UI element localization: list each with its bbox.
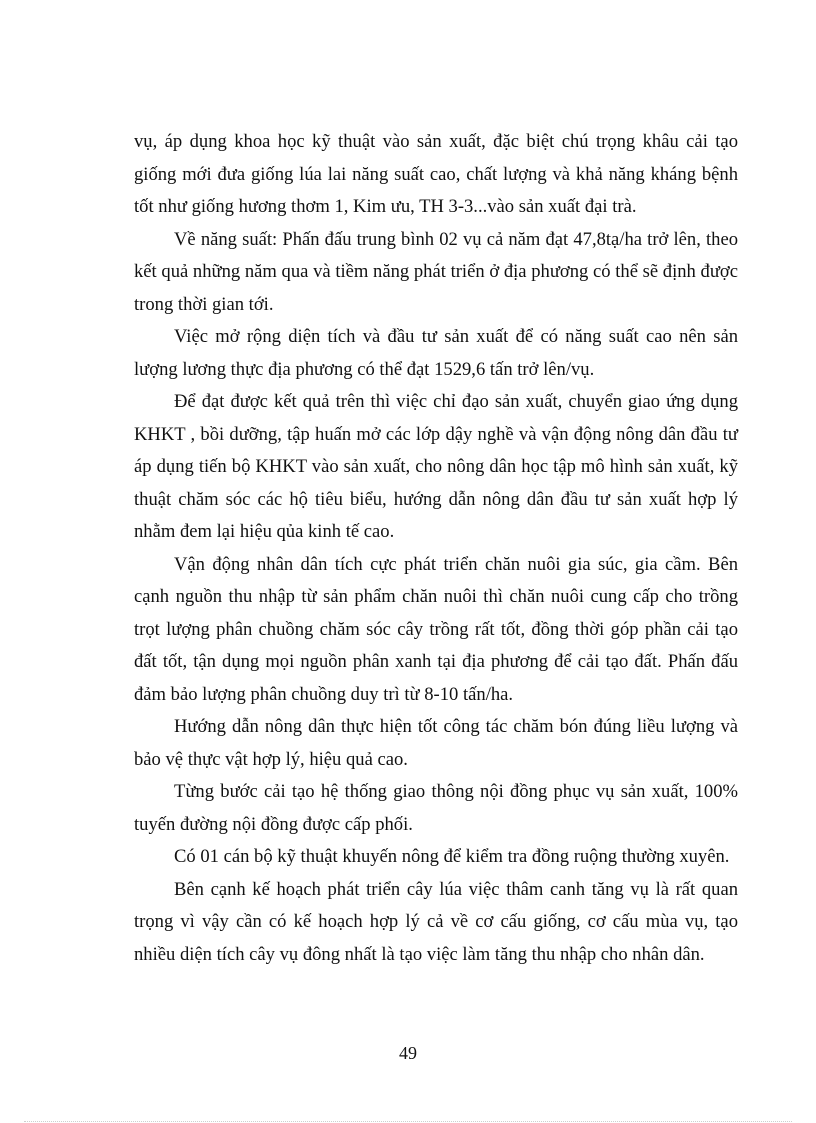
paragraph-area-expansion: Việc mở rộng diện tích và đầu tư sản xuất để có năng suất cao nên sản lượng lương thực địa phương có thể đạt 1529,6 tấn trở lên/vụ. <box>134 326 738 380</box>
paragraph-field-roads: Từng bước cải tạo hệ thống giao thông nội đồng phục vụ sản xuất, 100% tuyến đường nội đồng được cấp phối. <box>134 781 738 835</box>
paragraph-yield: Về năng suất: Phấn đấu trung bình 02 vụ cả năm đạt 47,8tạ/ha trở lên, theo kết quả những năm qua và tiềm năng phát triển ở địa phương có thể sẽ định được trong thời gian tới. <box>134 228 738 315</box>
paragraph-fertilizing: Hướng dẫn nông dân thực hiện tốt công tác chăm bón đúng liều lượng và bảo vệ thực vật hợp lý, hiệu quả cao. <box>134 716 738 770</box>
bottom-divider <box>24 1121 792 1122</box>
paragraph-intensive-farming: Bên cạnh kế hoạch phát triển cây lúa việc thâm canh tăng vụ là rất quan trọng vì vậy cần có kế hoạch hợp lý cả về cơ cấu giống, cơ cấu mùa vụ, tạo nhiều diện tích cây vụ đông nhất là tạo việc làm tăng thu nhập cho nhân dân. <box>134 878 738 965</box>
paragraph-technology-transfer: Để đạt được kết quả trên thì việc chỉ đạo sản xuất, chuyển giao ứng dụng KHKT , bồi dưỡng, tập huấn mở các lớp dậy nghề và vận động nông dân đầu tư áp dụng tiến bộ KHKT vào sản xuất, cho nông dân học tập mô hình sản xuất, kỹ thuật chăm sóc các hộ tiêu biểu, hướng dẫn nông dân đầu tư sản xuất hợp lý nhằm đem lại hiệu qủa kinh tế cao. <box>134 391 738 542</box>
paragraph-livestock: Vận động nhân dân tích cực phát triển chăn nuôi gia súc, gia cầm. Bên cạnh nguồn thu nhập từ sản phẩm chăn nuôi thì chăn nuôi cung cấp cho trồng trọt lượng phân chuồng chăm sóc cây trồng rất tốt, đồng thời góp phần cải tạo đất tốt, tận dụng mọi nguồn phân xanh tại địa phương để cải tạo đất. Phấn đấu đảm bảo lượng phân chuồng duy trì từ 8-10 tấn/ha. <box>134 553 738 705</box>
body-text <box>134 126 738 971</box>
paragraph-extension-officer: Có 01 cán bộ kỹ thuật khuyến nông để kiểm tra đồng ruộng thường xuyên. <box>174 846 730 867</box>
paragraph-continuation: vụ, áp dụng khoa học kỹ thuật vào sản xuất, đặc biệt chú trọng khâu cải tạo giống mới đưa giống lúa lai năng suất cao, chất lượng và khả năng kháng bệnh tốt như giống hương thơm 1, Kim ưu, TH 3-3...vào sản xuất đại trà. <box>134 131 738 217</box>
page-number: 49 <box>399 1043 417 1063</box>
